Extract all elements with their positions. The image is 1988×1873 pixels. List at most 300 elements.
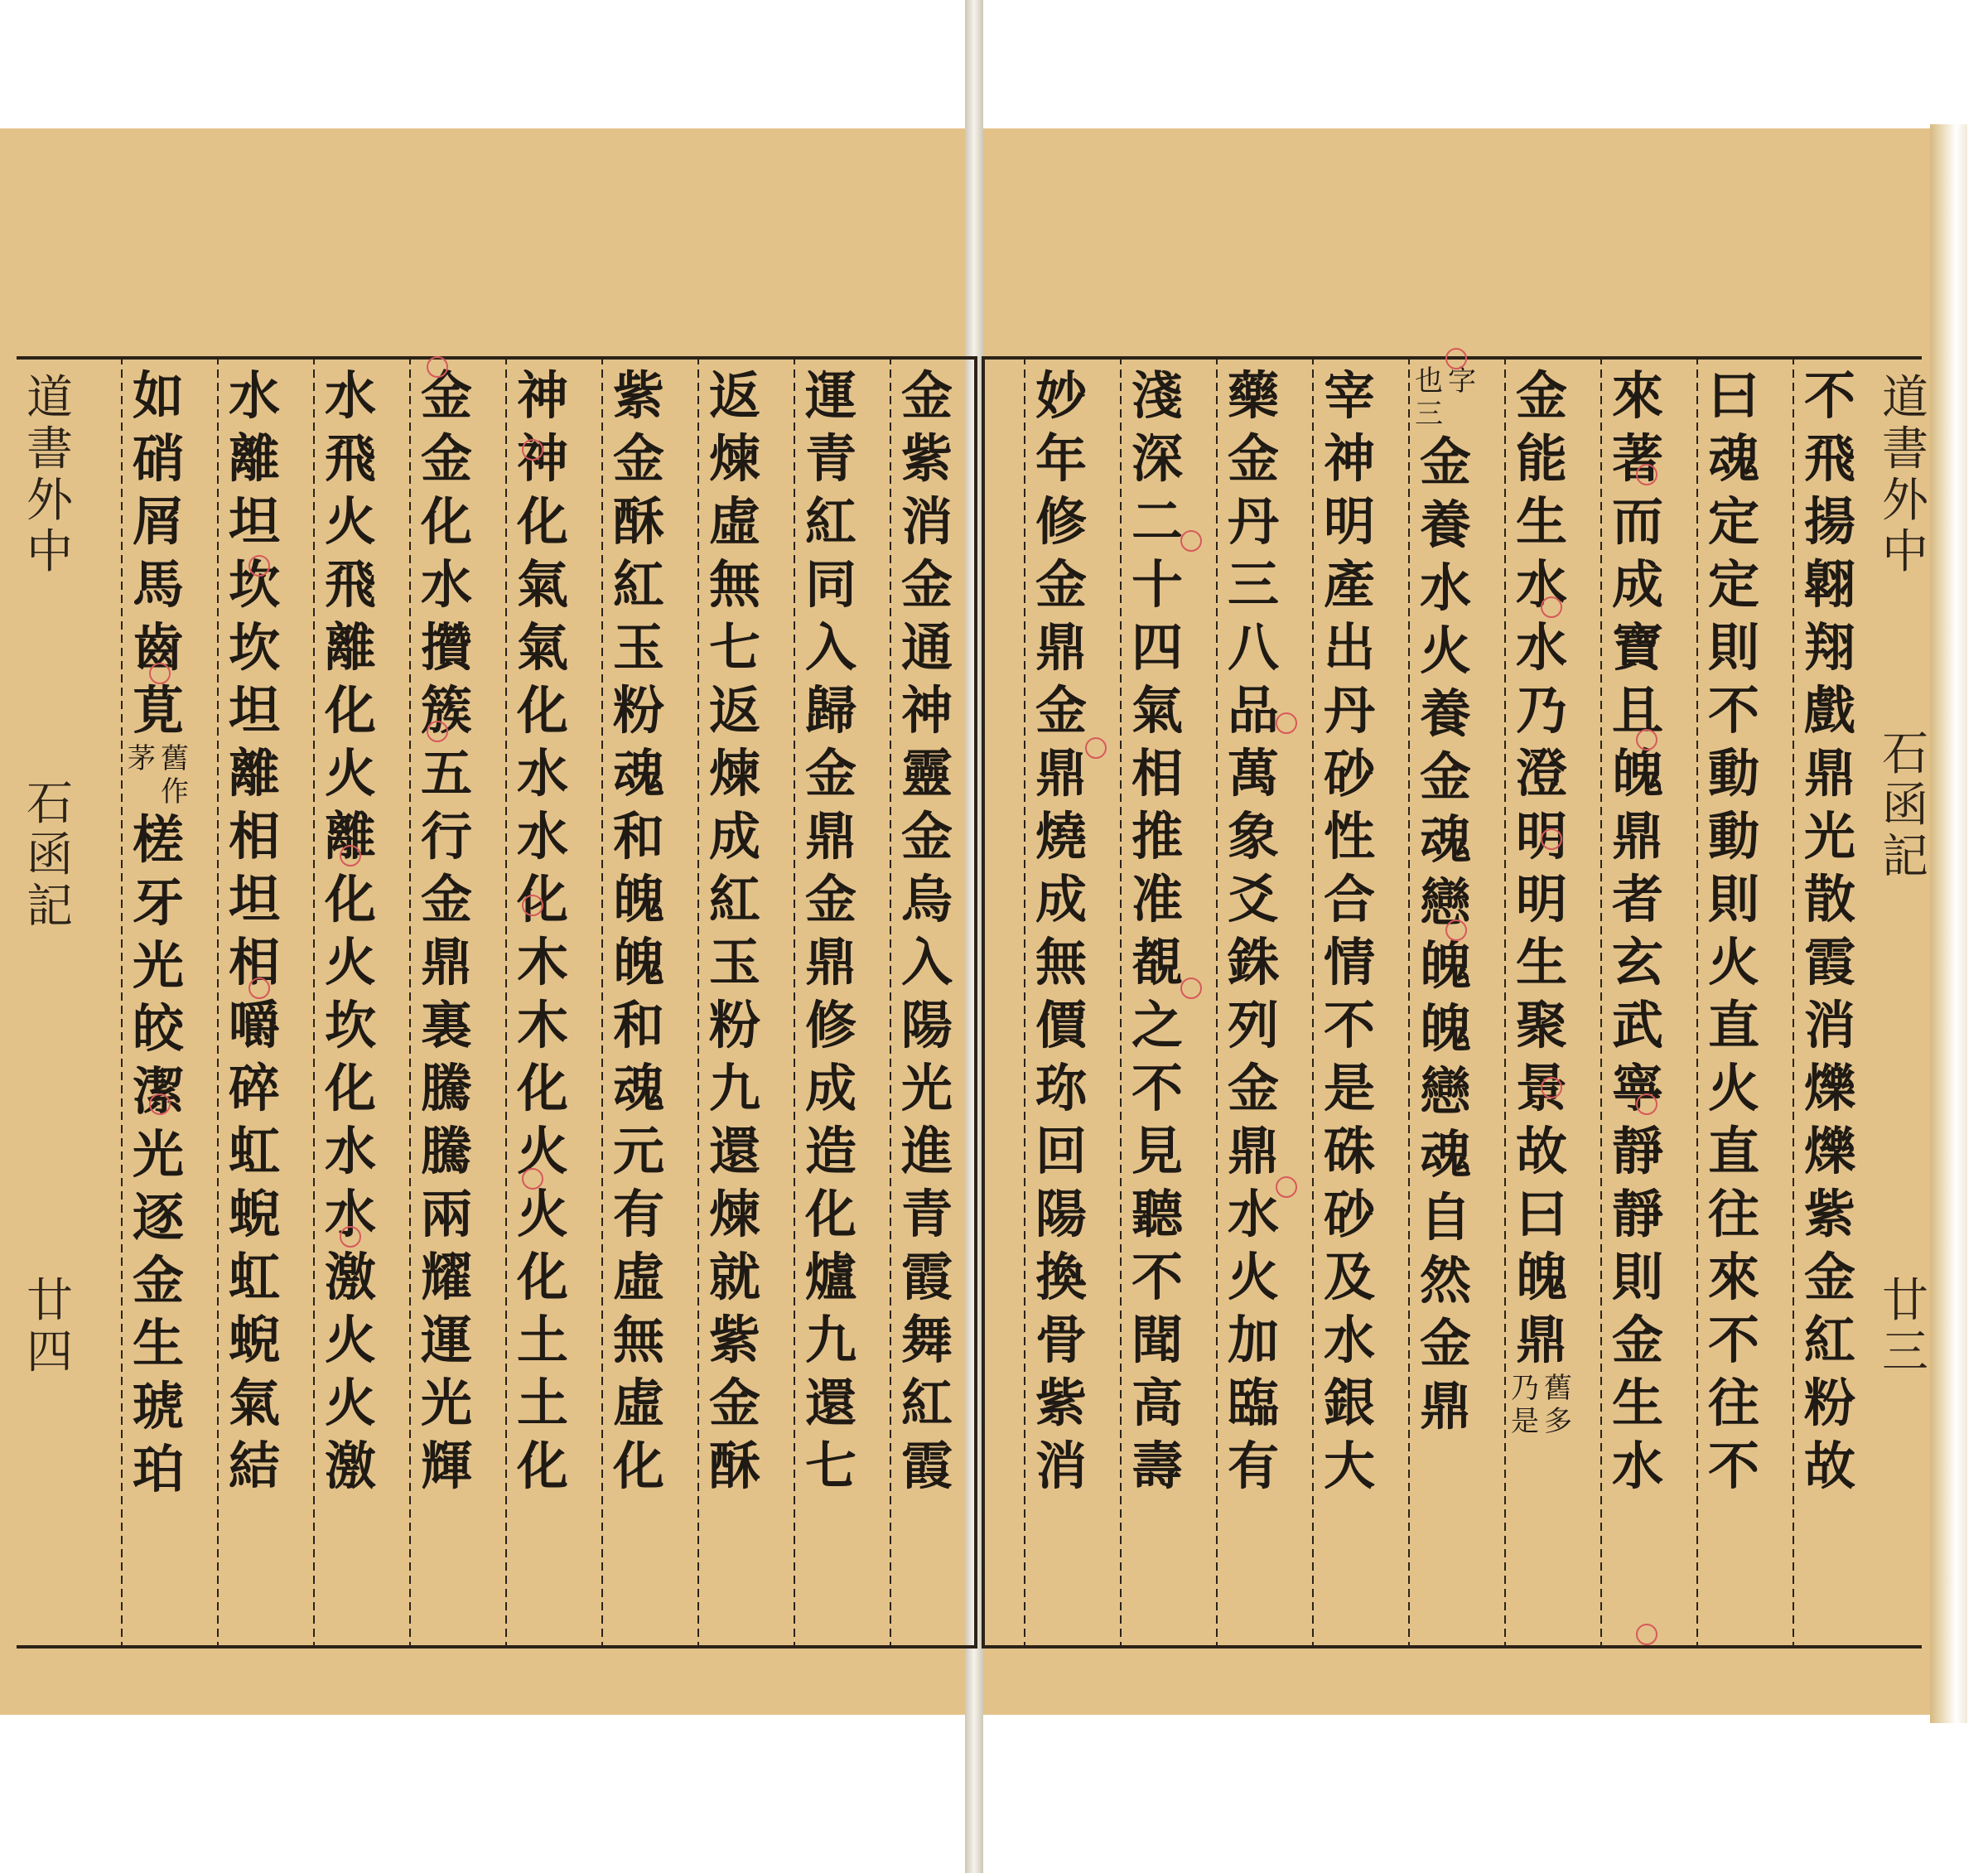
character: 動 bbox=[1707, 806, 1759, 867]
character: 乃 bbox=[1515, 680, 1567, 741]
character: 宰 bbox=[1323, 365, 1375, 426]
punctuation-circle bbox=[248, 555, 270, 577]
character: 直 bbox=[1707, 995, 1759, 1055]
character: 火 bbox=[324, 743, 376, 804]
column-rule bbox=[601, 356, 603, 1649]
character: 火 bbox=[1419, 620, 1471, 681]
character: 酥 bbox=[612, 491, 664, 552]
character: 碎 bbox=[228, 1058, 280, 1118]
character: 土 bbox=[516, 1310, 568, 1370]
character: 激 bbox=[324, 1247, 376, 1307]
character: 爻 bbox=[1227, 869, 1279, 929]
character: 金 bbox=[1515, 365, 1567, 426]
character: 翔 bbox=[1803, 617, 1855, 678]
text-column bbox=[1029, 364, 1093, 1640]
character: 玄 bbox=[1611, 932, 1663, 992]
character: 通 bbox=[900, 617, 953, 678]
character: 換 bbox=[1035, 1247, 1087, 1307]
character: 槎 bbox=[132, 809, 184, 870]
character: 舞 bbox=[900, 1310, 953, 1370]
character: 霞 bbox=[900, 1436, 953, 1496]
character: 鼎 bbox=[1803, 743, 1855, 804]
character: 魂 bbox=[612, 1058, 664, 1118]
character: 火 bbox=[1227, 1247, 1279, 1307]
character: 虛 bbox=[612, 1247, 664, 1307]
character: 神 bbox=[516, 365, 568, 426]
character: 簇 bbox=[420, 680, 472, 741]
character: 氣 bbox=[1131, 680, 1183, 741]
character: 氣 bbox=[516, 617, 568, 678]
character: 鼎 bbox=[1611, 806, 1663, 867]
character: 金 bbox=[612, 428, 664, 489]
character: 修 bbox=[1035, 491, 1087, 552]
column-rule bbox=[505, 356, 507, 1649]
character: 生 bbox=[132, 1313, 184, 1373]
character: 無 bbox=[708, 554, 760, 615]
punctuation-circle bbox=[248, 978, 270, 999]
character: 神 bbox=[516, 428, 568, 489]
punctuation-circle bbox=[427, 356, 448, 378]
character: 激 bbox=[324, 1436, 376, 1496]
character: 著 bbox=[1611, 428, 1663, 489]
character: 魄 bbox=[612, 869, 664, 929]
margin-character: 石 bbox=[27, 777, 73, 831]
character: 水 bbox=[228, 365, 280, 426]
character: 澄 bbox=[1515, 743, 1567, 804]
character: 象 bbox=[1227, 806, 1279, 867]
character: 是 bbox=[1511, 1405, 1539, 1438]
character: 曰 bbox=[1707, 365, 1759, 426]
character: 自 bbox=[1419, 1187, 1471, 1248]
character: 坎 bbox=[228, 617, 280, 678]
character: 不 bbox=[1707, 1436, 1759, 1496]
character: 火 bbox=[324, 1373, 376, 1433]
character: 不 bbox=[1707, 680, 1759, 741]
character: 品 bbox=[1227, 680, 1279, 741]
character: 揚 bbox=[1803, 491, 1855, 552]
character: 妙 bbox=[1035, 365, 1087, 426]
punctuation-circle bbox=[522, 895, 543, 916]
character: 舊 bbox=[1544, 1372, 1572, 1405]
margin-character: 記 bbox=[27, 880, 73, 934]
character: 往 bbox=[1707, 1184, 1759, 1244]
character: 無 bbox=[1035, 932, 1087, 992]
punctuation-circle bbox=[1180, 978, 1202, 999]
character: 嚼 bbox=[228, 995, 280, 1055]
character: 魄 bbox=[1419, 998, 1471, 1059]
text-column bbox=[1797, 364, 1862, 1640]
character: 且 bbox=[1611, 680, 1663, 741]
character: 同 bbox=[804, 554, 856, 615]
column-rule bbox=[1696, 356, 1698, 1649]
margin-character: 三 bbox=[1882, 1325, 1928, 1379]
character: 金 bbox=[132, 1250, 184, 1311]
character: 光 bbox=[132, 935, 184, 996]
character: 返 bbox=[708, 680, 760, 741]
character: 之 bbox=[1131, 995, 1183, 1055]
column-rule bbox=[1216, 356, 1218, 1649]
character: 水 bbox=[420, 554, 472, 615]
character: 砂 bbox=[1323, 1184, 1375, 1244]
left-margin-title bbox=[21, 373, 79, 578]
character: 舊 bbox=[161, 742, 189, 775]
character: 爍 bbox=[1803, 1058, 1855, 1118]
character: 水 bbox=[324, 1184, 376, 1244]
character: 水 bbox=[1515, 617, 1567, 678]
punctuation-circle bbox=[1180, 530, 1202, 552]
character: 無 bbox=[612, 1310, 664, 1370]
character: 兩 bbox=[420, 1184, 472, 1244]
text-column bbox=[1125, 364, 1189, 1640]
character: 金 bbox=[1803, 1247, 1855, 1307]
character: 水 bbox=[1611, 1436, 1663, 1496]
character: 光 bbox=[900, 1058, 953, 1118]
text-column bbox=[606, 364, 671, 1640]
margin-character: 中 bbox=[1882, 525, 1928, 579]
character: 二 bbox=[1131, 491, 1183, 552]
character: 火 bbox=[1707, 1058, 1759, 1118]
character: 准 bbox=[1131, 869, 1183, 929]
margin-character: 書 bbox=[1882, 422, 1928, 476]
annotation-note bbox=[127, 742, 190, 809]
character: 金 bbox=[1035, 680, 1087, 741]
character: 逐 bbox=[132, 1187, 184, 1248]
character: 翺 bbox=[1803, 554, 1855, 615]
character: 氣 bbox=[516, 554, 568, 615]
character: 丹 bbox=[1323, 680, 1375, 741]
punctuation-circle bbox=[1636, 1093, 1657, 1115]
column-rule bbox=[217, 356, 219, 1649]
character: 年 bbox=[1035, 428, 1087, 489]
character: 戀 bbox=[1419, 872, 1471, 933]
character: 往 bbox=[1707, 1373, 1759, 1433]
character: 化 bbox=[420, 491, 472, 552]
character: 產 bbox=[1323, 554, 1375, 615]
character: 金 bbox=[420, 365, 472, 426]
character: 聽 bbox=[1131, 1184, 1183, 1244]
character: 陽 bbox=[1035, 1184, 1087, 1244]
character: 養 bbox=[1419, 495, 1471, 555]
text-column bbox=[799, 364, 863, 1640]
character: 戲 bbox=[1803, 680, 1855, 741]
character: 虹 bbox=[228, 1121, 280, 1181]
character: 化 bbox=[324, 869, 376, 929]
character: 水 bbox=[1323, 1310, 1375, 1370]
text-column bbox=[1413, 364, 1478, 1640]
annotation-note bbox=[1510, 1372, 1573, 1438]
character: 水 bbox=[324, 1121, 376, 1181]
punctuation-circle bbox=[522, 439, 543, 461]
character: 不 bbox=[1323, 995, 1375, 1055]
character: 寧 bbox=[1611, 1058, 1663, 1118]
character: 骨 bbox=[1035, 1310, 1087, 1370]
character: 曰 bbox=[1515, 1184, 1567, 1244]
character: 坦 bbox=[228, 680, 280, 741]
character: 成 bbox=[1611, 554, 1663, 615]
character: 火 bbox=[516, 1184, 568, 1244]
punctuation-circle bbox=[340, 1226, 361, 1248]
margin-character: 廿 bbox=[1882, 1274, 1928, 1328]
character: 運 bbox=[420, 1310, 472, 1370]
character: 坎 bbox=[324, 995, 376, 1055]
punctuation-circle bbox=[149, 663, 171, 684]
character: 丹 bbox=[1227, 491, 1279, 552]
character: 十 bbox=[1131, 554, 1183, 615]
character: 珎 bbox=[1035, 1058, 1087, 1118]
text-column bbox=[895, 364, 959, 1640]
character: 爍 bbox=[1803, 1121, 1855, 1181]
character: 覩 bbox=[1131, 932, 1183, 992]
column-rule bbox=[794, 356, 795, 1649]
character: 能 bbox=[1515, 428, 1567, 489]
character: 光 bbox=[1803, 806, 1855, 867]
punctuation-circle bbox=[1541, 828, 1562, 850]
character: 玉 bbox=[708, 932, 760, 992]
character: 有 bbox=[612, 1184, 664, 1244]
column-rule bbox=[1312, 356, 1314, 1649]
character: 元 bbox=[612, 1121, 664, 1181]
margin-character: 函 bbox=[1882, 779, 1928, 833]
character: 則 bbox=[1611, 1247, 1663, 1307]
character: 離 bbox=[228, 428, 280, 489]
character: 出 bbox=[1323, 617, 1375, 678]
character: 蜺 bbox=[228, 1184, 280, 1244]
character: 硃 bbox=[1323, 1121, 1375, 1181]
character: 齒 bbox=[132, 617, 184, 678]
character: 霞 bbox=[900, 1247, 953, 1307]
character: 推 bbox=[1131, 806, 1183, 867]
character: 鼎 bbox=[420, 932, 472, 992]
character: 明 bbox=[1515, 869, 1567, 929]
character: 鼎 bbox=[1419, 1376, 1471, 1436]
margin-character: 石 bbox=[1882, 727, 1928, 781]
margin-character: 四 bbox=[27, 1325, 73, 1379]
character: 定 bbox=[1707, 491, 1759, 552]
character: 情 bbox=[1323, 932, 1375, 992]
character: 靜 bbox=[1611, 1184, 1663, 1244]
character: 合 bbox=[1323, 869, 1375, 929]
character: 消 bbox=[900, 491, 953, 552]
character: 坎 bbox=[228, 554, 280, 615]
character: 養 bbox=[1419, 683, 1471, 744]
character: 魄 bbox=[1611, 743, 1663, 804]
character: 木 bbox=[516, 995, 568, 1055]
character: 者 bbox=[1611, 869, 1663, 929]
character: 坦 bbox=[228, 491, 280, 552]
character: 化 bbox=[516, 491, 568, 552]
character: 入 bbox=[804, 617, 856, 678]
character: 消 bbox=[1803, 995, 1855, 1055]
character: 相 bbox=[228, 932, 280, 992]
character: 作 bbox=[161, 775, 189, 809]
character: 金 bbox=[708, 1373, 760, 1433]
character: 八 bbox=[1227, 617, 1279, 678]
character: 金 bbox=[900, 365, 953, 426]
character: 水 bbox=[1419, 558, 1471, 618]
text-column bbox=[414, 364, 479, 1640]
character: 粉 bbox=[708, 995, 760, 1055]
character: 萬 bbox=[1227, 743, 1279, 804]
character: 不 bbox=[1707, 1310, 1759, 1370]
character: 莧 bbox=[132, 680, 184, 741]
character: 玉 bbox=[612, 617, 664, 678]
character: 神 bbox=[1323, 428, 1375, 489]
character: 魂 bbox=[1419, 1124, 1471, 1185]
character: 成 bbox=[804, 1058, 856, 1118]
character: 光 bbox=[420, 1373, 472, 1433]
punctuation-circle bbox=[1445, 348, 1467, 369]
character: 烏 bbox=[900, 869, 953, 929]
character: 也 bbox=[1415, 364, 1443, 398]
margin-character: 記 bbox=[1882, 830, 1928, 884]
character: 潔 bbox=[132, 1061, 184, 1122]
character: 離 bbox=[324, 806, 376, 867]
margin-character: 書 bbox=[27, 422, 73, 476]
page-stack-edge bbox=[1930, 124, 1967, 1723]
margin-character: 函 bbox=[27, 828, 73, 882]
character: 茅 bbox=[128, 742, 156, 775]
character: 金 bbox=[1419, 432, 1471, 492]
character: 煉 bbox=[708, 743, 760, 804]
punctuation-circle bbox=[1541, 596, 1562, 618]
character: 魄 bbox=[1515, 1247, 1567, 1307]
character: 進 bbox=[900, 1121, 953, 1181]
character: 不 bbox=[1131, 1247, 1183, 1307]
punctuation-circle bbox=[149, 1093, 171, 1115]
character: 見 bbox=[1131, 1121, 1183, 1181]
character: 戀 bbox=[1419, 1061, 1471, 1122]
punctuation-circle bbox=[340, 845, 361, 867]
character: 成 bbox=[708, 806, 760, 867]
character: 化 bbox=[516, 869, 568, 929]
character: 硝 bbox=[132, 428, 184, 489]
character: 回 bbox=[1035, 1121, 1087, 1181]
character: 水 bbox=[516, 743, 568, 804]
character: 氣 bbox=[228, 1373, 280, 1433]
character: 是 bbox=[1323, 1058, 1375, 1118]
character: 水 bbox=[1227, 1184, 1279, 1244]
character: 大 bbox=[1323, 1436, 1375, 1496]
character: 金 bbox=[1419, 746, 1471, 807]
character: 琥 bbox=[132, 1376, 184, 1436]
character: 歸 bbox=[804, 680, 856, 741]
character: 鼎 bbox=[804, 806, 856, 867]
character: 離 bbox=[228, 743, 280, 804]
punctuation-circle bbox=[427, 721, 448, 742]
margin-character: 廿 bbox=[27, 1274, 73, 1328]
character: 生 bbox=[1611, 1373, 1663, 1433]
character: 然 bbox=[1419, 1250, 1471, 1311]
character: 金 bbox=[804, 869, 856, 929]
character: 火 bbox=[1707, 932, 1759, 992]
character: 列 bbox=[1227, 995, 1279, 1055]
annotation-note bbox=[1414, 364, 1477, 431]
character: 水 bbox=[1515, 554, 1567, 615]
character: 化 bbox=[516, 1058, 568, 1118]
punctuation-circle bbox=[1276, 712, 1297, 734]
character: 紅 bbox=[1803, 1310, 1855, 1370]
character: 三 bbox=[1227, 554, 1279, 615]
text-column bbox=[1509, 364, 1574, 1640]
character: 土 bbox=[516, 1373, 568, 1433]
character: 金 bbox=[804, 743, 856, 804]
character: 三 bbox=[1415, 398, 1443, 431]
column-rule bbox=[697, 356, 699, 1649]
character: 字 bbox=[1448, 364, 1476, 398]
character: 紫 bbox=[900, 428, 953, 489]
character: 明 bbox=[1323, 491, 1375, 552]
character: 粉 bbox=[1803, 1373, 1855, 1433]
character: 魄 bbox=[1419, 935, 1471, 996]
text-column bbox=[126, 364, 191, 1640]
punctuation-circle bbox=[1085, 737, 1107, 759]
character: 還 bbox=[708, 1121, 760, 1181]
character: 不 bbox=[1131, 1058, 1183, 1118]
punctuation-circle bbox=[1541, 1077, 1562, 1098]
character: 騰 bbox=[420, 1121, 472, 1181]
character: 虛 bbox=[708, 491, 760, 552]
left-margin-page-number bbox=[21, 1276, 79, 1378]
character: 紫 bbox=[708, 1310, 760, 1370]
character: 行 bbox=[420, 806, 472, 867]
left-margin-chapter bbox=[21, 779, 79, 933]
margin-character: 外 bbox=[1882, 474, 1928, 528]
character: 鼎 bbox=[1035, 617, 1087, 678]
character: 結 bbox=[228, 1436, 280, 1496]
right-margin-chapter bbox=[1876, 729, 1934, 883]
character: 九 bbox=[804, 1310, 856, 1370]
column-rule bbox=[1600, 356, 1602, 1649]
character: 價 bbox=[1035, 995, 1087, 1055]
character: 魂 bbox=[1707, 428, 1759, 489]
character: 有 bbox=[1227, 1436, 1279, 1496]
character: 定 bbox=[1707, 554, 1759, 615]
character: 多 bbox=[1544, 1405, 1572, 1438]
character: 和 bbox=[612, 806, 664, 867]
character: 鼎 bbox=[1515, 1310, 1567, 1370]
character: 運 bbox=[804, 365, 856, 426]
character: 霞 bbox=[1803, 932, 1855, 992]
character: 聚 bbox=[1515, 995, 1567, 1055]
character: 明 bbox=[1515, 806, 1567, 867]
character: 動 bbox=[1707, 743, 1759, 804]
character: 攢 bbox=[420, 617, 472, 678]
character: 七 bbox=[804, 1436, 856, 1496]
character: 靜 bbox=[1611, 1121, 1663, 1181]
punctuation-circle bbox=[1636, 1624, 1657, 1645]
character: 魄 bbox=[612, 932, 664, 992]
column-rule bbox=[1793, 356, 1794, 1649]
character: 飛 bbox=[324, 554, 376, 615]
character: 相 bbox=[1131, 743, 1183, 804]
character: 九 bbox=[708, 1058, 760, 1118]
margin-character: 中 bbox=[27, 525, 73, 579]
character: 坦 bbox=[228, 869, 280, 929]
character: 屑 bbox=[132, 491, 184, 552]
character: 金 bbox=[1035, 554, 1087, 615]
character: 返 bbox=[708, 365, 760, 426]
character: 珀 bbox=[132, 1439, 184, 1499]
margin-character: 道 bbox=[1882, 371, 1928, 425]
column-rule bbox=[1504, 356, 1506, 1649]
right-margin-page-number bbox=[1876, 1276, 1934, 1378]
character: 如 bbox=[132, 365, 184, 426]
column-rule bbox=[409, 356, 411, 1649]
character: 金 bbox=[1227, 1058, 1279, 1118]
margin-character: 外 bbox=[27, 474, 73, 528]
character: 臨 bbox=[1227, 1373, 1279, 1433]
character: 景 bbox=[1515, 1058, 1567, 1118]
